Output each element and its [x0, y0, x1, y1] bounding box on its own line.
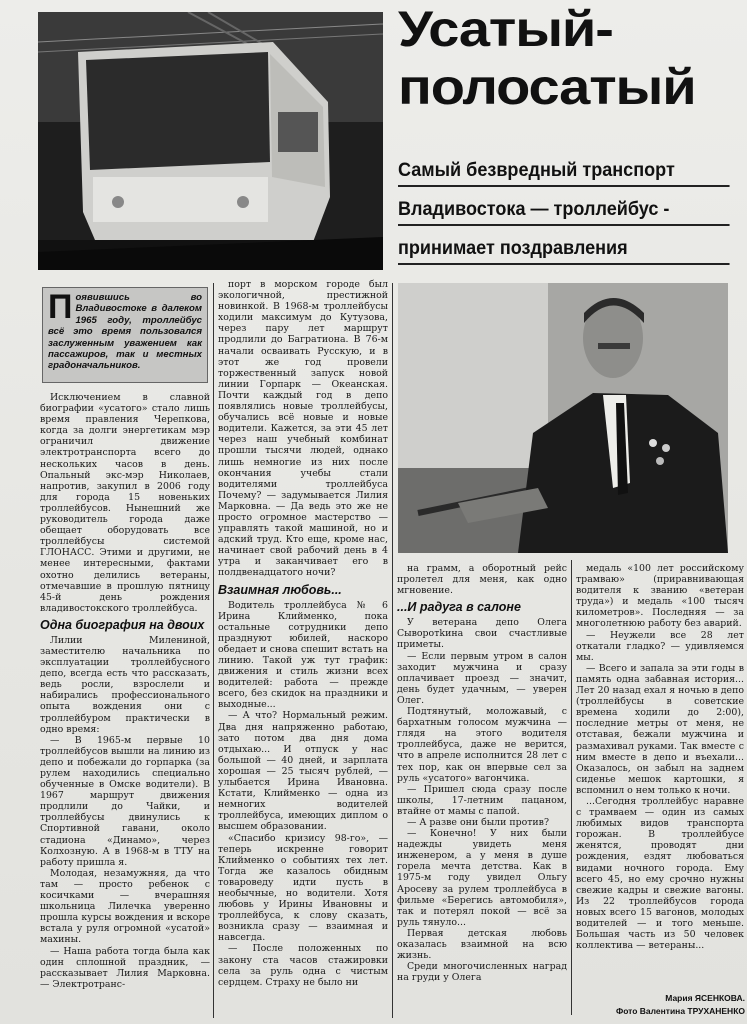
- paragraph: на грамм, а оборотный рейс пролетел для меня, как одно мгновение.: [397, 563, 567, 597]
- paragraph: — Пришел сюда сразу после школы, 17-летним пацаном, втайне от мамы с папой.: [397, 783, 567, 817]
- photo-credit: Фото Валентина ТРУХАНЕНКО: [615, 1006, 745, 1016]
- article-column-4: [576, 563, 744, 988]
- author-credit: Мария ЯСЕНКОВА.: [665, 993, 745, 1003]
- column-divider: [213, 283, 214, 1018]
- paragraph: — Наша работа тогда была как один сплошной праздник, — рассказывает Лилия Марковна. — Электротранс-: [40, 945, 210, 990]
- headline-line-2: полосатый: [398, 60, 696, 114]
- byline: [600, 992, 745, 1018]
- paragraph: «Спасибо кризису 98-го», — теперь искренне говорит Клийменко о событиях тех лет. Тогда же казалось обидным товароведу идти пусть в необычные, но водители. Хотя любовь у Ирины Ивановны и троллейбуса, к слову сказать, возникла сразу — взаимная и навсегда.: [218, 832, 388, 944]
- driver-portrait-illustration: [398, 283, 728, 553]
- article-column-3: [397, 563, 567, 1014]
- paragraph: У ветерана депо Олега Сыворотkина свои счастливые приметы.: [397, 617, 567, 651]
- intro-text: оявившись во Владивостоке в далеком 1965 году, троллейбус всё это время пользовался заслуженным уважением как пассажиров, так и местных градоначальников.: [48, 292, 202, 372]
- trolleybus-photo: [38, 12, 383, 270]
- headline-line-1: Усатый-: [398, 2, 613, 56]
- column-divider: [571, 560, 572, 1015]
- paragraph: — Неужели все 28 лет откатали гладко? — удивляемся мы.: [576, 629, 744, 663]
- paragraph: порт в морском городе был экологичной, престижной новинкой. В 1968-м троллейбусы ходили максимум до Кутузова, через пару лет маршрут продлили до Багратиона. В 76-м начали осваивать Русскую, и в этот же год провели торжественный запуск новой линии Горпарк — Океанская. Почти каждый год в депо появлялись новые троллейбусы, обучались всё новые и новые водители. Кажется, за эти 45 лет через наш учебный комбинат прошли тысячи людей, однако лишь немногие из них после окончания учебы стали водителями троллейбуса Почему? — задумывается Лилия Марковна. — Да ведь это же не просто огромное мастерство — управлять такой машиной, но и адский труд. Кто еще, кроме нас, начинает свой рабочий день в 4 утра и заканчивает его в полдвенадцатого ночи?: [218, 279, 388, 579]
- trolleybus-illustration: [38, 12, 383, 270]
- article-column-2: [218, 279, 388, 1014]
- subheadline-line-1: Самый безвредный транспорт: [398, 160, 730, 187]
- paragraph: — Конечно! У них были надежды увидеть меня инженером, а у меня в душе горела мечта детства. Как в 1975-м году увидел Ольгу Аросеву за рулем троллейбуса в фильме «Берегись автомобиля», так и потерял покой — всё за руль тянуло...: [397, 828, 567, 928]
- paragraph: ...Сегодня троллейбус наравне с трамваем — один из самых любимых видов транспорта горожан. В троллейбусе женятся, проводят дни рождения, ездят любоваться видами ночного города. Ему всего 45, но ему срочно нужны свежие кадры и свежие вагоны. Из 22 троллейбусов города новых всего 15 вагонов, молодых водителей — и того меньше. Большая часть из 50 человек коллектива — ветераны...: [576, 795, 744, 952]
- section-heading: ...И радуга в салоне: [397, 600, 521, 615]
- section-heading: Взаимная любовь...: [218, 582, 342, 597]
- paragraph: — Если первым утром в салон заходит мужчина и сразу оплачивает проезд — значит, день будет удачным, — уверен Олег.: [397, 650, 567, 706]
- paragraph: — В 1965-м первые 10 троллейбусов вышли на линию из депо и побежали до горпарка (за рулем находились специально обученные в Омске водители). В 1967 маршрут движения продлили до Чайки, и троллейбусы двинулись к Спортивной гавани, около стадиона «Динамо», через Колхозную. А в 1968-м в ТТУ на работу пришла я.: [40, 734, 210, 868]
- intro-box: [42, 287, 208, 383]
- section-heading: Одна биография на двоих: [40, 617, 205, 632]
- column-divider: [392, 283, 393, 1018]
- subheadline-line-2: Владивостока — троллейбус -: [398, 199, 730, 226]
- paragraph: Молодая, незамужняя, да что там — просто ребенок с косичками — вчерашняя школьница Лилечка уверенно прошла курсы вождения и вскоре встала у руля огромной «усатой» махины.: [40, 867, 210, 946]
- paragraph: Среди многочисленных наград на груди у Олега: [397, 961, 567, 984]
- paragraph: — Всего и запала за эти годы в память одна забавная история... Лет 20 назад ехал я ночью в депо (троллейбусы в советские времена ходили до 2:00), последние метры от меня, не отставая, бежали мужчина и размахивал руками. Так вместе с ним вместе в депо и въехали... Оказалось, он забыл на заднем сиденье мешок картошки, я вспомнил о нем только к ночи.: [576, 662, 744, 796]
- paragraph: Подтянутый, моложавый, с бархатным голосом мужчина — глядя на этого водителя троллейбуса, даже не верится, что в апреле исполнится 28 лет с тех пор, как он впервые сел за руль «усатого» вагончика.: [397, 706, 567, 784]
- driver-portrait-photo: [398, 283, 728, 553]
- drop-cap: П: [48, 288, 73, 326]
- paragraph: медаль «100 лет российскому трамваю» (приравнивающая водителя к званию «ветеран труда») и медаль «100 тысяч километров». Последняя — за многолетнюю работу без аварий.: [576, 563, 744, 630]
- article-column-1: [40, 392, 210, 1012]
- subheadline-line-3: принимает поздравления: [398, 238, 730, 265]
- paragraph: Первая детская любовь оказалась взаимной на всю жизнь.: [397, 927, 567, 962]
- paragraph: Водитель троллейбуса № 6 Ирина Клийменко, пока остальные сотрудники депо празднуют юбилей, наскоро обедает и снова спешит встать на линию. Такой уж тут график: движения и стиль жизни всех водителей: работа — прежде всего, без скидок на праздники и выходные...: [218, 599, 388, 711]
- paragraph: Лилии Милениной, заместителю начальника по эксплуатации троллейбусного депо, всегда есть что рассказать, ведь росли, взрослели и набирались профессионального опыта вождения они с троллейбуром практически в одно время:: [40, 634, 210, 735]
- paragraph: Исключением в славной биографии «усатого» стало лишь время правления Черепкова, когда за долги энергетикам мэр ограничил движение электротранспорта всего до нескольких часов в день. Опальный экс-мэр Николаев, напротив, закупил в 2006 году для города 15 новеньких троллейбусов. Нынешний же руководитель города даже обещает оборудовать все троллейбусы системой ГЛОНАСС. Этими и другими, не менее интересными, фактами охотно делились ветераны, отмечавшие в прошлую пятницу 45-й день рождения владивостокского троллейбуса.: [40, 392, 210, 614]
- paragraph: — А разве они были против?: [407, 816, 549, 828]
- paragraph: — А что? Нормальный режим. Два дня напряженно работаю, зато потом два дня дома отдыхаю... И отпуск у нас большой — 40 дней, и зарплата хорошая — 25 тысяч рублей, — улыбается Ирина Ивановна. Кстати, Клийменко — одна из немногих водителей троллейбуса, имеющих диплом о высшем образовании.: [218, 710, 388, 833]
- paragraph: — После положенных по закону ста часов стажировки села за руль одна с чистым сердцем. Страху не было ни: [218, 943, 388, 988]
